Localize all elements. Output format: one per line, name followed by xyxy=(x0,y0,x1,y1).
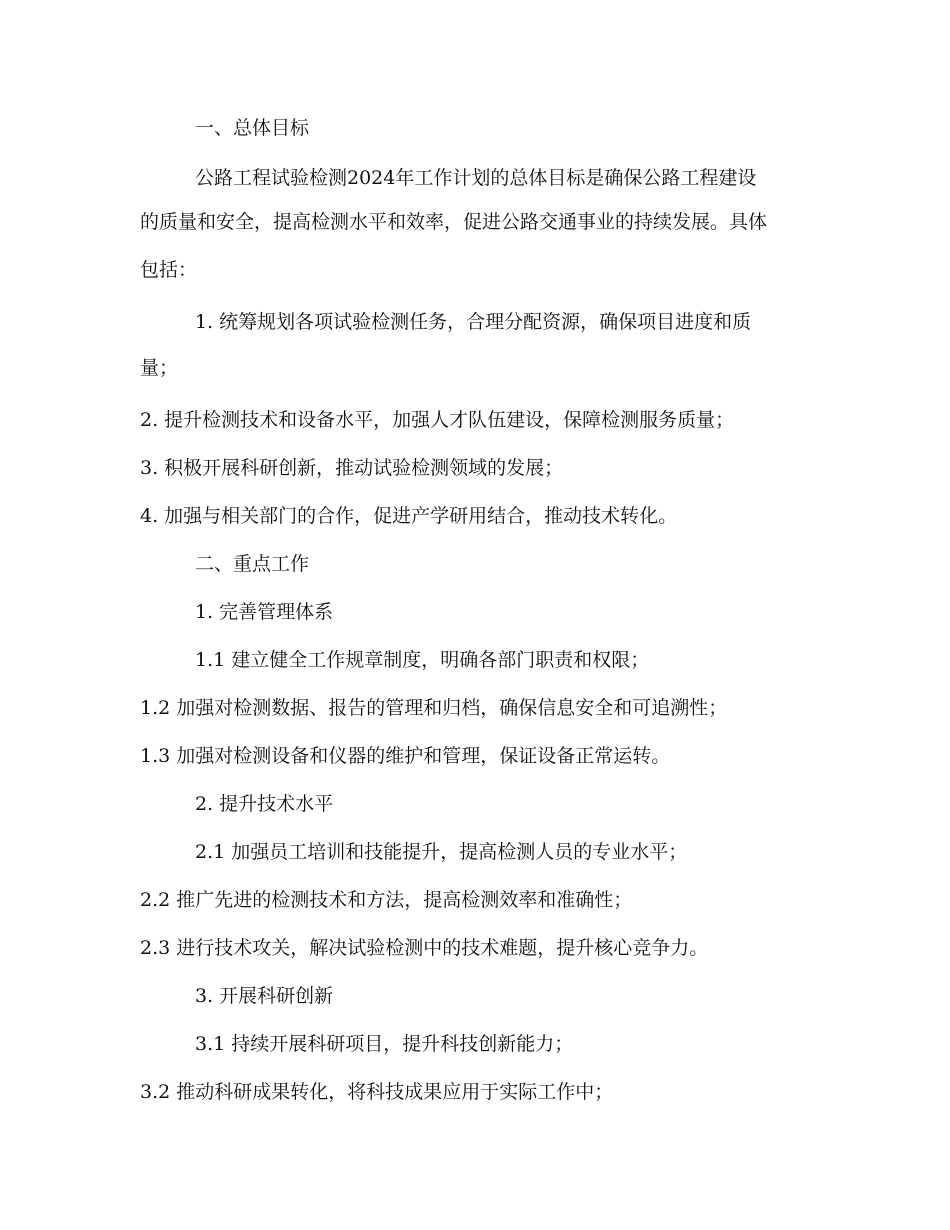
goal-item-2: 2. 提升检测技术和设备水平，加强人才队伍建设，保障检测服务质量； xyxy=(140,409,735,431)
work-item-3-2: 3.2 推动科研成果转化，将科技成果应用于实际工作中； xyxy=(140,1081,614,1103)
paragraph-line: 包括： xyxy=(140,259,198,281)
section-heading-key-work: 二、重点工作 xyxy=(195,553,310,575)
goal-item-4: 4. 加强与相关部门的合作，促进产学研用结合，推动技术转化。 xyxy=(140,505,678,527)
work-item-1-3: 1.3 加强对检测设备和仪器的维护和管理，保证设备正常运转。 xyxy=(140,745,671,767)
goal-item-1-continued: 量； xyxy=(140,357,179,379)
goal-item-1: 1. 统筹规划各项试验检测任务，合理分配资源，确保项目进度和质 xyxy=(195,311,752,333)
goal-item-3: 3. 积极开展科研创新，推动试验检测领域的发展； xyxy=(140,457,564,479)
work-item-1-2: 1.2 加强对检测数据、报告的管理和归档，确保信息安全和可追溯性； xyxy=(140,697,728,719)
section-heading-overall-goal: 一、总体目标 xyxy=(195,117,310,139)
paragraph-line: 公路工程试验检测2024年工作计划的总体目标是确保公路工程建设 xyxy=(195,167,757,189)
paragraph-line: 的质量和安全，提高检测水平和效率，促进公路交通事业的持续发展。具体 xyxy=(140,211,768,233)
work-item-3-1: 3.1 持续开展科研项目，提升科技创新能力； xyxy=(195,1033,574,1055)
work-item-2-2: 2.2 推广先进的检测技术和方法，提高检测效率和准确性； xyxy=(140,889,633,911)
work-item-1-heading: 1. 完善管理体系 xyxy=(195,601,334,623)
work-item-2-3: 2.3 进行技术攻关，解决试验检测中的技术难题，提升核心竞争力。 xyxy=(140,937,709,959)
work-item-2-1: 2.1 加强员工培训和技能提升，提高检测人员的专业水平； xyxy=(195,841,688,863)
work-item-1-1: 1.1 建立健全工作规章制度，明确各部门职责和权限； xyxy=(195,649,650,671)
work-item-3-heading: 3. 开展科研创新 xyxy=(195,985,334,1007)
work-item-2-heading: 2. 提升技术水平 xyxy=(195,793,334,815)
